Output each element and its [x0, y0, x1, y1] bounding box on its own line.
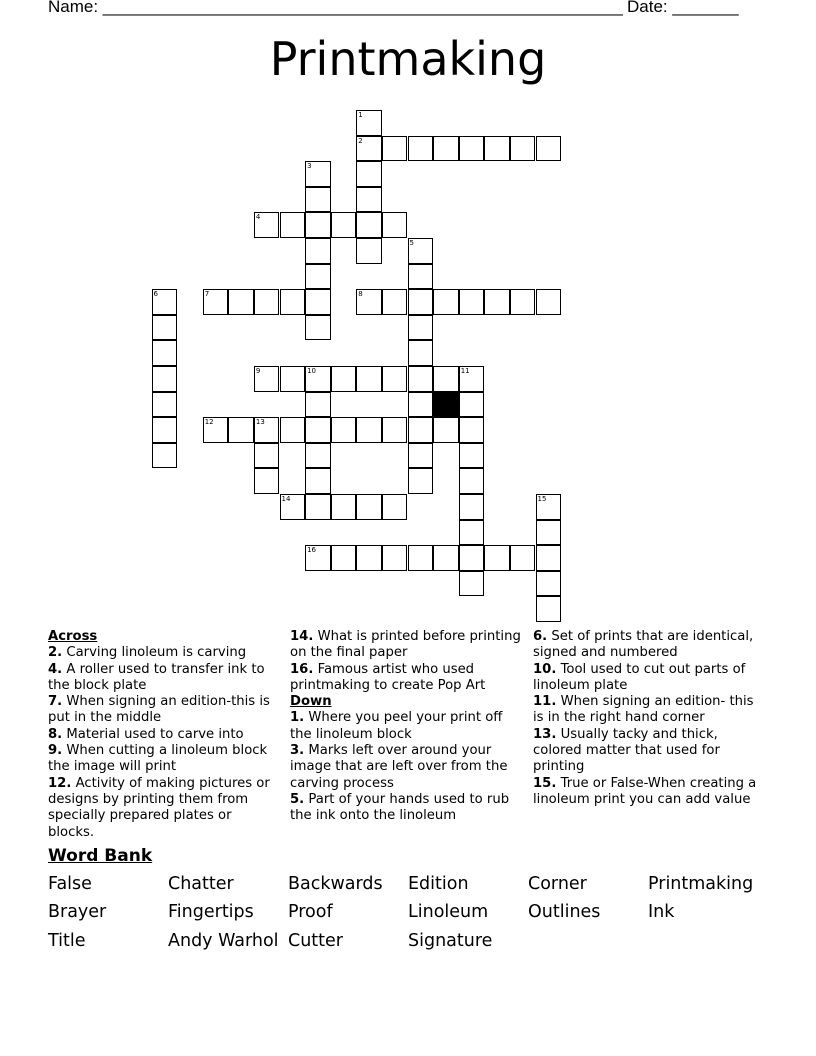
word-bank-item: Outlines [528, 902, 601, 922]
word-bank-item: Signature [408, 931, 493, 951]
clue-number: 15 [537, 495, 547, 503]
grid-cell[interactable] [382, 136, 408, 162]
grid-cell[interactable] [356, 545, 382, 571]
grid-cell[interactable] [433, 545, 459, 571]
grid-cell[interactable] [305, 494, 331, 520]
word-bank-item: False [48, 874, 92, 894]
grid-cell[interactable] [459, 545, 485, 571]
clue-number: 6 [153, 290, 158, 299]
grid-cell[interactable] [356, 366, 382, 392]
grid-cell[interactable] [305, 264, 331, 290]
grid-cell[interactable] [510, 545, 536, 571]
grid-cell[interactable] [408, 264, 434, 290]
grid-cell[interactable] [459, 136, 485, 162]
clue-across-2: 2. Carving linoleum is carving [48, 645, 247, 661]
down-heading: Down [290, 694, 332, 710]
grid-cell[interactable] [510, 289, 536, 315]
word-bank-item: Linoleum [408, 902, 489, 922]
grid-cell[interactable] [356, 161, 382, 187]
grid-cell[interactable] [331, 417, 357, 443]
clue-down-10: 10. Tool used to cut out parts of linoleum plate [533, 661, 746, 693]
clue-number: 3 [307, 162, 312, 171]
clue-number: 13 [255, 418, 265, 427]
word-bank-item: Chatter [168, 874, 234, 894]
clue-across-7: 7. When signing an edition-this is put in the middle [48, 694, 270, 726]
grid-cell[interactable] [484, 545, 510, 571]
grid-cell[interactable] [356, 238, 382, 264]
grid-cell[interactable] [459, 443, 485, 469]
grid-cell[interactable] [459, 392, 485, 418]
grid-cell[interactable] [536, 136, 562, 162]
grid-cell[interactable] [254, 289, 280, 315]
grid-cell[interactable] [408, 392, 434, 418]
grid-cell[interactable] [356, 187, 382, 213]
clues-column-2 [290, 629, 525, 825]
clue-down-1: 1. Where you peel your print off the linoleum block [290, 710, 503, 742]
grid-cell[interactable] [305, 392, 331, 418]
clue-number: 4 [255, 213, 261, 222]
clue-down-13: 13. Usually tacky and thick, colored matter that used for printing [533, 726, 720, 775]
grid-cell[interactable] [408, 366, 434, 392]
grid-cell[interactable] [510, 136, 536, 162]
clue-number: 16 [307, 546, 317, 555]
grid-cell[interactable] [356, 494, 382, 520]
grid-block [433, 392, 459, 418]
grid-cell[interactable] [228, 417, 254, 443]
grid-cell[interactable] [254, 443, 280, 469]
grid-cell[interactable] [356, 417, 382, 443]
grid-cell[interactable] [331, 494, 357, 520]
word-bank-title: Word Bank [48, 846, 153, 866]
clue-across-14: 14. What is printed before printing on the final paper [290, 629, 521, 661]
grid-cell[interactable] [305, 289, 331, 315]
grid-cell[interactable] [459, 468, 485, 494]
name-field-label: Name: _______________________________________________________ [48, 0, 623, 16]
clue-number: 9 [255, 367, 261, 375]
grid-cell[interactable] [305, 212, 331, 238]
word-bank-item: Andy Warhol [168, 931, 279, 951]
word-bank-item: Corner [528, 874, 587, 894]
grid-cell[interactable] [536, 289, 562, 315]
grid-cell[interactable] [228, 289, 254, 315]
grid-cell[interactable] [280, 212, 306, 238]
clue-across-9: 9. When cutting a linoleum block the image will print [48, 743, 268, 775]
word-bank-item: Cutter [288, 931, 343, 951]
word-bank-item: Fingertips [168, 902, 254, 922]
grid-cell[interactable] [382, 289, 408, 315]
clue-number: 10 [307, 367, 317, 375]
clue-number: 11 [460, 367, 470, 375]
clue-number: 14 [281, 495, 291, 503]
grid-cell[interactable] [433, 417, 459, 443]
grid-cell[interactable] [459, 289, 485, 315]
grid-cell[interactable] [356, 212, 382, 238]
grid-cell[interactable] [408, 443, 434, 469]
clue-number: 5 [409, 239, 414, 247]
grid-cell[interactable] [152, 315, 178, 341]
grid-cell[interactable] [408, 289, 434, 315]
clue-down-6: 6. Set of prints that are identical, signed and numbered [533, 629, 754, 661]
grid-cell[interactable] [280, 417, 306, 443]
grid-cell[interactable] [152, 417, 178, 443]
grid-cell[interactable] [331, 366, 357, 392]
word-bank-item: Backwards [288, 874, 383, 894]
grid-cell[interactable] [382, 545, 408, 571]
grid-cell[interactable] [331, 212, 357, 238]
grid-cell[interactable] [408, 136, 434, 162]
grid-cell[interactable] [408, 340, 434, 366]
word-bank-item: Title [48, 931, 86, 951]
grid-cell[interactable] [536, 596, 562, 622]
grid-cell[interactable] [408, 468, 434, 494]
clue-down-15: 15. True or False-When creating a linoleum print you can add value [533, 775, 757, 807]
grid-cell[interactable] [152, 366, 178, 392]
clues-column-3 [533, 629, 768, 808]
grid-cell[interactable] [408, 545, 434, 571]
grid-cell[interactable] [536, 571, 562, 597]
grid-cell[interactable] [331, 545, 357, 571]
grid-cell[interactable] [382, 417, 408, 443]
clue-down-11: 11. When signing an edition- this is in the right hand corner [533, 694, 754, 726]
clue-number: 2 [358, 136, 363, 145]
grid-cell[interactable] [433, 366, 459, 392]
word-bank-item: Brayer [48, 902, 107, 922]
clues-column-1 [48, 629, 278, 841]
clue-across-8: 8. Material used to carve into [48, 726, 244, 742]
grid-cell[interactable] [484, 289, 510, 315]
clue-across-12: 12. Activity of making pictures or designs by printing them from specially prepared plates or blocks. [48, 775, 270, 840]
grid-cell[interactable] [433, 289, 459, 315]
clue-number: 12 [204, 418, 214, 427]
grid-cell[interactable] [382, 494, 408, 520]
grid-cell[interactable] [433, 136, 459, 162]
clue-number: 8 [358, 290, 363, 299]
grid-cell[interactable] [152, 340, 178, 366]
grid-cell[interactable] [536, 520, 562, 546]
word-bank-item: Proof [288, 902, 333, 922]
grid-cell[interactable] [280, 289, 306, 315]
grid-cell[interactable] [305, 187, 331, 213]
grid-cell[interactable] [280, 366, 306, 392]
grid-cell[interactable] [305, 468, 331, 494]
clue-across-16: 16. Famous artist who used printmaking to create Pop Art [290, 661, 486, 693]
grid-cell[interactable] [459, 417, 485, 443]
grid-cell[interactable] [305, 417, 331, 443]
grid-cell[interactable] [305, 315, 331, 341]
grid-cell[interactable] [152, 443, 178, 469]
grid-cell[interactable] [408, 417, 434, 443]
word-bank-item: Edition [408, 874, 469, 894]
grid-cell[interactable] [152, 392, 178, 418]
clue-down-3: 3. Marks left over around your image that are left over from the carving process [290, 743, 508, 791]
grid-cell[interactable] [254, 468, 280, 494]
word-bank-item: Ink [648, 902, 675, 922]
clue-number: 1 [358, 111, 363, 119]
date-field-label: Date: _______ [627, 0, 739, 16]
clue-down-5: 5. Part of your hands used to rub the ink onto the linoleum [290, 791, 510, 824]
grid-cell[interactable] [459, 520, 485, 546]
grid-cell[interactable] [305, 238, 331, 264]
grid-cell[interactable] [382, 366, 408, 392]
clue-across-4: 4. A roller used to transfer ink to the block plate [48, 661, 265, 693]
grid-cell[interactable] [459, 571, 485, 597]
clue-number: 7 [204, 290, 210, 299]
across-heading: Across [48, 629, 98, 644]
grid-cell[interactable] [459, 494, 485, 520]
page-title: Printmaking [269, 32, 547, 86]
grid-cell[interactable] [408, 315, 434, 341]
grid-cell[interactable] [382, 212, 408, 238]
word-bank-item: Printmaking [648, 874, 754, 894]
grid-cell[interactable] [305, 443, 331, 469]
grid-cell[interactable] [484, 136, 510, 162]
grid-cell[interactable] [536, 545, 562, 571]
